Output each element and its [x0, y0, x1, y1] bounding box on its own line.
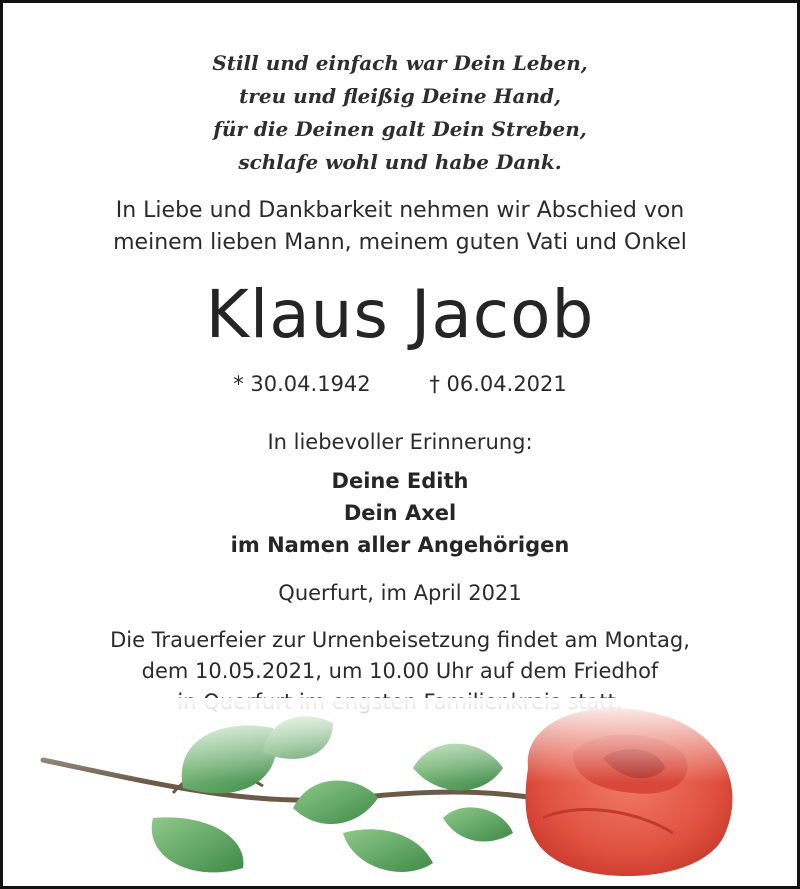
deceased-name: Klaus Jacob [205, 276, 595, 353]
remembrance-heading: In liebevoller Erinnerung: [267, 430, 533, 454]
signer: Dein Axel [343, 501, 457, 525]
place-date: Querfurt, im April 2021 [278, 581, 522, 605]
funeral-line: Die Trauerfeier zur Urnenbeisetzung findet am Montag, [110, 628, 690, 652]
intro-line: In Liebe und Dankbarkeit nehmen wir Abschied von [115, 198, 685, 223]
verse-poem [3, 47, 797, 179]
rose-icon [33, 698, 773, 886]
signer: im Namen aller Angehörigen [230, 533, 570, 557]
intro-text [3, 195, 797, 259]
life-dates [3, 369, 797, 399]
funeral-line: dem 10.05.2021, um 10.00 Uhr auf dem Friedhof [141, 659, 659, 683]
verse-line: für die Deinen galt Dein Streben, [213, 117, 587, 141]
signer: Deine Edith [331, 469, 469, 493]
death-date: † 06.04.2021 [429, 372, 567, 396]
verse-line: treu und fleißig Deine Hand, [239, 84, 561, 108]
verse-line: schlafe wohl und habe Dank. [238, 150, 562, 174]
intro-line: meinem lieben Mann, meinem guten Vati und Onkel [113, 230, 687, 255]
signers [3, 465, 797, 561]
verse-line: Still und einfach war Dein Leben, [212, 51, 588, 75]
birth-date: * 30.04.1942 [233, 372, 371, 396]
